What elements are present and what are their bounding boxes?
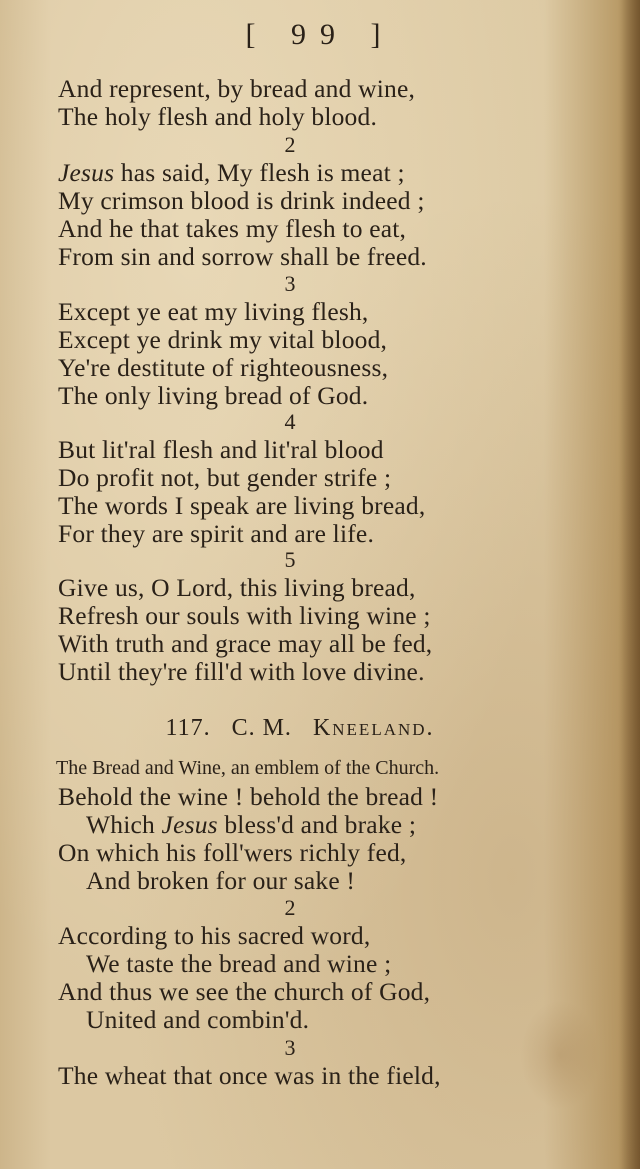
page-number: [ 99 ] bbox=[245, 18, 395, 51]
hymn-subtitle: The Bread and Wine, an emblem of the Church. bbox=[56, 757, 440, 779]
verse-line-text: Which bbox=[86, 810, 162, 839]
verse-line: The words I speak are living bread, bbox=[58, 491, 426, 520]
verse-line: And he that takes my flesh to eat, bbox=[58, 214, 407, 243]
verse-line: According to his sacred word, bbox=[58, 921, 371, 950]
verse-line: Give us, O Lord, this living bread, bbox=[58, 573, 416, 602]
verse-line-text: has said, My flesh is meat ; bbox=[114, 158, 405, 187]
stanza-number: 3 bbox=[284, 271, 296, 296]
verse-line: With truth and grace may all be fed, bbox=[58, 629, 433, 658]
verse-line: My crimson blood is drink indeed ; bbox=[58, 186, 425, 215]
verse-line: The holy flesh and holy blood. bbox=[58, 102, 378, 131]
verse-line: And represent, by bread and wine, bbox=[58, 74, 416, 103]
verse-line: From sin and sorrow shall be freed. bbox=[58, 242, 427, 271]
stanza-number: 4 bbox=[284, 409, 296, 434]
verse-line: The wheat that once was in the field, bbox=[58, 1061, 441, 1090]
verse-line: Ye're destitute of righteousness, bbox=[58, 353, 389, 382]
verse-line: Behold the wine ! behold the bread ! bbox=[58, 782, 439, 811]
verse-line bbox=[86, 811, 416, 839]
verse-line: For they are spirit and are life. bbox=[58, 519, 375, 548]
verse-line-text: bless'd and brake ; bbox=[217, 810, 417, 839]
verse-line: Except ye drink my vital blood, bbox=[58, 325, 388, 354]
hymn-author: Kneeland. bbox=[312, 715, 435, 741]
stanza-number: 2 bbox=[284, 132, 296, 157]
verse-line: The only living bread of God. bbox=[58, 381, 369, 410]
stanza-number: 3 bbox=[284, 1035, 296, 1060]
page-edge-shadow bbox=[618, 0, 640, 1169]
italic-word: Jesus bbox=[58, 158, 115, 187]
verse-line: But lit'ral flesh and lit'ral blood bbox=[58, 435, 384, 464]
italic-word: Jesus bbox=[161, 810, 218, 839]
stanza-number: 5 bbox=[284, 547, 296, 572]
hymn-heading bbox=[0, 715, 600, 742]
verse-line: We taste the bread and wine ; bbox=[86, 949, 392, 978]
verse-line: And thus we see the church of God, bbox=[58, 977, 431, 1006]
hymn-number: 117. bbox=[165, 715, 211, 741]
verse-line: United and combin'd. bbox=[86, 1005, 310, 1034]
verse-line: On which his foll'wers richly fed, bbox=[58, 838, 407, 867]
verse-line: And broken for our sake ! bbox=[86, 866, 356, 895]
verse-line bbox=[58, 159, 405, 187]
hymn-meter: C. M. bbox=[231, 715, 292, 741]
verse-line: Refresh our souls with living wine ; bbox=[58, 601, 431, 630]
verse-line: Do profit not, but gender strife ; bbox=[58, 463, 392, 492]
verse-line: Until they're fill'd with love divine. bbox=[58, 657, 425, 686]
stanza-number: 2 bbox=[284, 895, 296, 920]
verse-line: Except ye eat my living flesh, bbox=[58, 297, 369, 326]
